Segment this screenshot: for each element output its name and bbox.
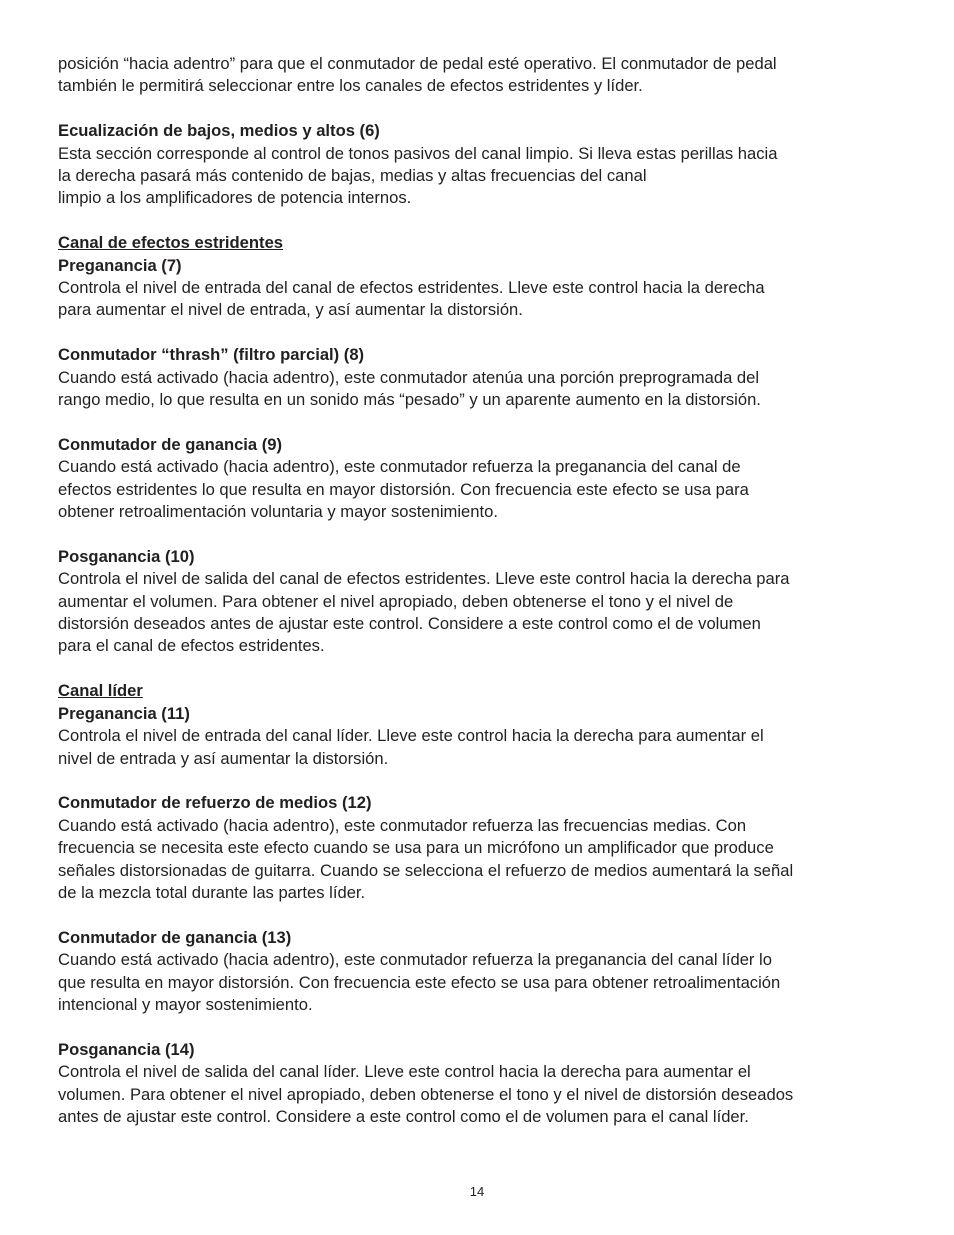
- page-number: 14: [469, 1184, 485, 1199]
- paragraph-spacer: [58, 322, 906, 344]
- paragraph-line: aumentar el volumen. Para obtener el nivel apropiado, deben obtenerse el tono y el nivel de: [58, 591, 734, 611]
- lead-gain-switch-heading: Conmutador de ganancia (13): [58, 927, 292, 947]
- eq-heading: Ecualización de bajos, medios y altos (6): [58, 121, 380, 141]
- paragraph-spacer: [58, 658, 906, 680]
- crunch-pregain-item: [58, 255, 906, 322]
- lead-postgain-item: [58, 1039, 906, 1129]
- crunch-gain-switch-heading: Conmutador de ganancia (9): [58, 434, 283, 454]
- crunch-postgain-item: [58, 546, 906, 658]
- paragraph-line: Controla el nivel de entrada del canal líder. Lleve este control hacia la derecha para aumentar el: [58, 726, 764, 746]
- document-page: [58, 53, 906, 1128]
- paragraph-line: Controla el nivel de entrada del canal de efectos estridentes. Lleve este control hacia la derecha: [58, 278, 765, 298]
- crunch-thrash-heading: Conmutador “thrash” (filtro parcial) (8): [58, 345, 365, 365]
- crunch-postgain-heading: Posganancia (10): [58, 546, 195, 566]
- paragraph-line: que resulta en mayor distorsión. Con frecuencia este efecto se usa para obtener retroalimentación: [58, 972, 781, 992]
- paragraph-spacer: [58, 210, 906, 232]
- paragraph-spacer: [58, 411, 906, 433]
- paragraph-line: limpio a los amplificadores de potencia internos.: [58, 188, 412, 208]
- paragraph-line: de la mezcla total durante las partes líder.: [58, 882, 366, 902]
- paragraph-line: para aumentar el nivel de entrada, y así aumentar la distorsión.: [58, 300, 523, 320]
- eq-section: [58, 120, 906, 210]
- paragraph-line: posición “hacia adentro” para que el conmutador de pedal esté operativo. El conmutador de pedal: [58, 54, 777, 73]
- paragraph-spacer: [58, 523, 906, 545]
- paragraph-line: Controla el nivel de salida del canal líder. Lleve este control hacia la derecha para aumentar el: [58, 1062, 751, 1082]
- crunch-channel-section: [58, 232, 906, 658]
- lead-mid-boost-item: [58, 792, 906, 904]
- paragraph-line: la derecha pasará más contenido de bajas, medias y altas frecuencias del canal: [58, 166, 647, 186]
- paragraph-line: Cuando está activado (hacia adentro), este conmutador refuerza la preganancia del canal de: [58, 457, 741, 477]
- paragraph-line: efectos estridentes lo que resulta en mayor distorsión. Con frecuencia este efecto se usa para: [58, 479, 749, 499]
- paragraph-line: obtener retroalimentación voluntaria y mayor sostenimiento.: [58, 502, 498, 522]
- paragraph-line: antes de ajustar este control. Considere a este control como el de volumen para el canal líder.: [58, 1106, 749, 1126]
- paragraph-line: rango medio, lo que resulta en un sonido más “pesado” y un aparente aumento en la distorsión.: [58, 390, 761, 410]
- lead-channel-title: Canal líder: [58, 681, 143, 701]
- paragraph-spacer: [58, 1016, 906, 1038]
- lead-pregain-item: [58, 703, 906, 770]
- paragraph-line: Esta sección corresponde al control de tonos pasivos del canal limpio. Si lleva estas perillas hacia: [58, 143, 778, 163]
- paragraph-spacer: [58, 904, 906, 926]
- paragraph-line: Controla el nivel de salida del canal de efectos estridentes. Lleve este control hacia la derecha para: [58, 569, 790, 589]
- lead-channel-section: [58, 680, 906, 1128]
- crunch-gain-switch-item: [58, 434, 906, 524]
- paragraph-line: Cuando está activado (hacia adentro), este conmutador refuerza la preganancia del canal líder lo: [58, 950, 772, 970]
- crunch-pregain-heading: Preganancia (7): [58, 255, 182, 275]
- crunch-channel-title: Canal de efectos estridentes: [58, 233, 284, 253]
- paragraph-line: para el canal de efectos estridentes.: [58, 636, 325, 656]
- paragraph-line: volumen. Para obtener el nivel apropiado, deben obtenerse el tono y el nivel de distorsión deseados: [58, 1084, 794, 1104]
- paragraph-line: nivel de entrada y así aumentar la distorsión.: [58, 748, 389, 768]
- intro-paragraph: [58, 53, 906, 98]
- paragraph-line: Cuando está activado (hacia adentro), este conmutador atenúa una porción preprogramada del: [58, 367, 760, 387]
- lead-mid-boost-heading: Conmutador de refuerzo de medios (12): [58, 793, 372, 813]
- paragraph-spacer: [58, 770, 906, 792]
- paragraph-line: señales distorsionadas de guitarra. Cuando se selecciona el refuerzo de medios aumentará la señal: [58, 860, 794, 880]
- paragraph-line: intencional y mayor sostenimiento.: [58, 994, 313, 1014]
- paragraph-spacer: [58, 98, 906, 120]
- paragraph-line: también le permitirá seleccionar entre los canales de efectos estridentes y líder.: [58, 76, 643, 96]
- lead-pregain-heading: Preganancia (11): [58, 703, 190, 723]
- crunch-thrash-item: [58, 344, 906, 411]
- lead-postgain-heading: Posganancia (14): [58, 1039, 195, 1059]
- lead-gain-switch-item: [58, 927, 906, 1017]
- paragraph-line: distorsión deseados antes de ajustar este control. Considere a este control como el de volumen: [58, 614, 761, 634]
- paragraph-line: Cuando está activado (hacia adentro), este conmutador refuerza las frecuencias medias. Con: [58, 815, 747, 835]
- paragraph-line: frecuencia se necesita este efecto cuando se usa para un micrófono un amplificador que produce: [58, 838, 774, 858]
